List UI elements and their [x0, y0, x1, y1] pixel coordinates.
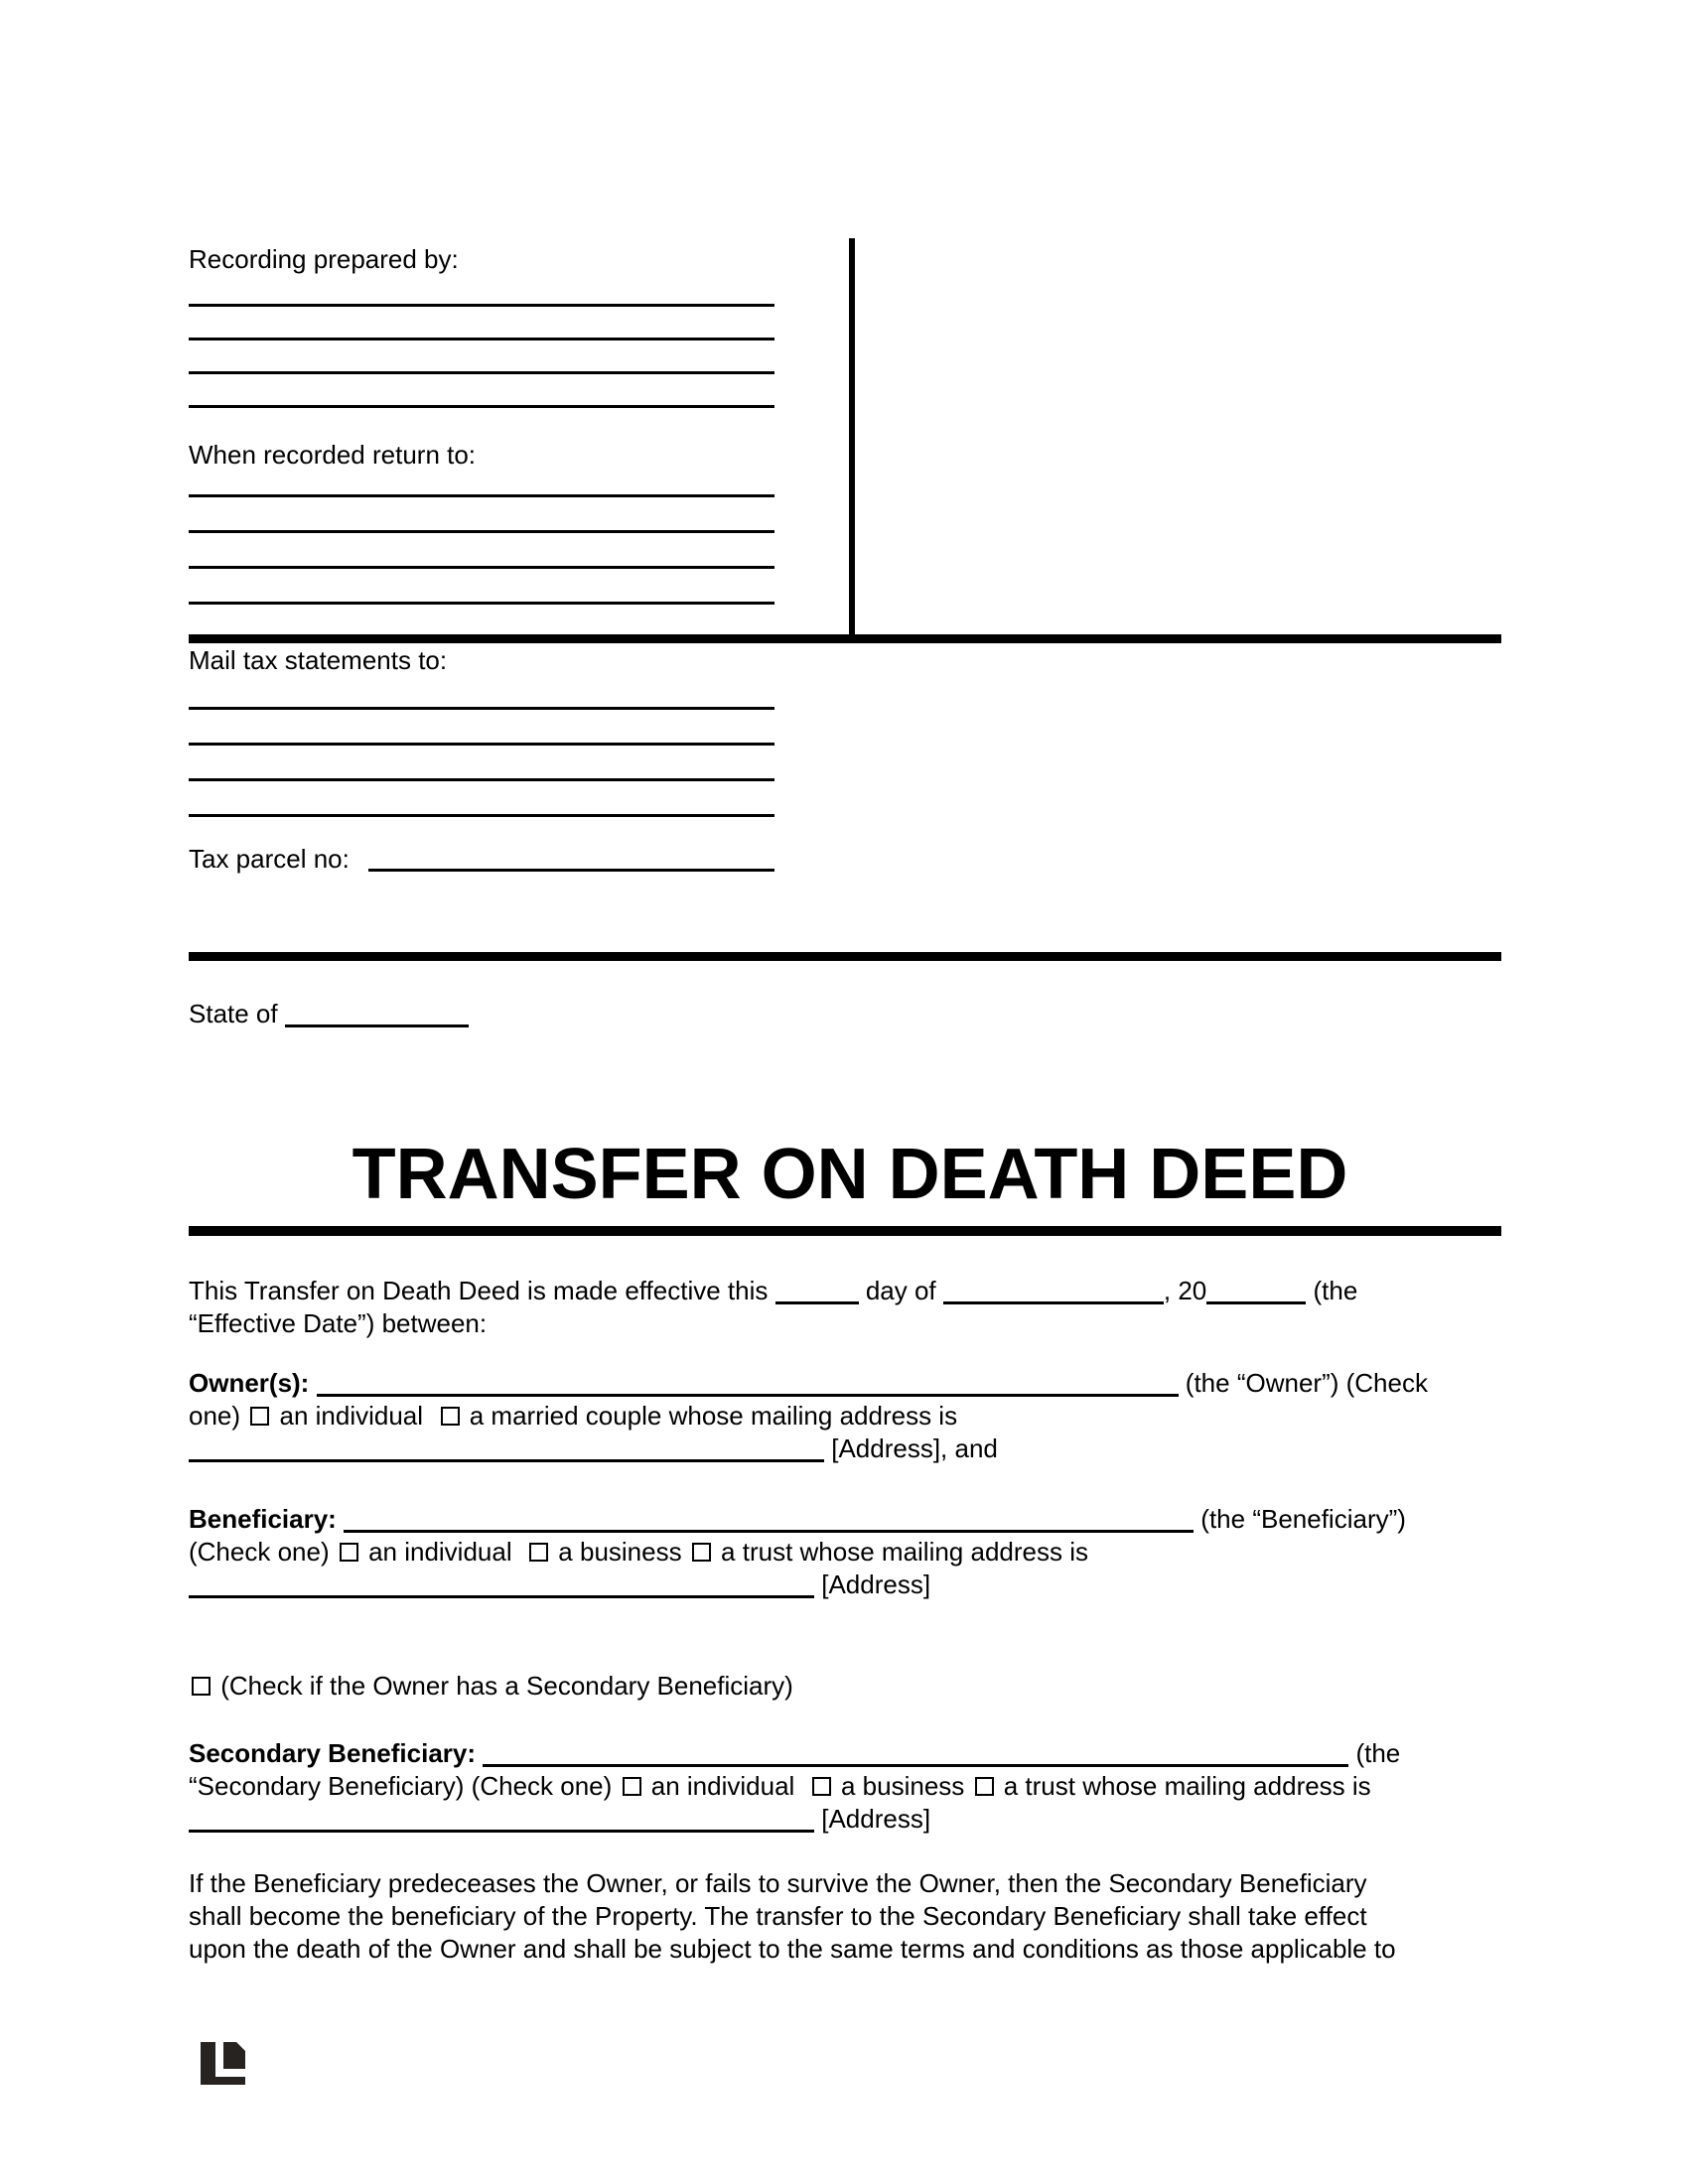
clause-text: “Effective Date”) between: [189, 1308, 488, 1338]
blank-field[interactable] [775, 1288, 859, 1304]
clause-text: a married couple whose mailing address is [462, 1401, 958, 1431]
checkbox[interactable] [623, 1777, 641, 1796]
recording-prepared-by-label: Recording prepared by: [189, 244, 459, 274]
text-line [189, 1770, 1579, 1803]
text-line [189, 1433, 1579, 1465]
blank-address-line[interactable] [189, 497, 774, 533]
recording-prepared-by-lines [189, 273, 774, 408]
clause-text: [Address], and [824, 1433, 998, 1463]
clause-text: , 20 [1163, 1276, 1207, 1305]
text-line [189, 1867, 1579, 1900]
text-line [189, 1670, 1579, 1703]
tax-parcel-blank-line[interactable] [368, 869, 774, 872]
clause-text: a trust whose mailing address is [996, 1771, 1371, 1801]
blank-field[interactable] [189, 1816, 814, 1833]
clause-label-bold-text: Secondary Beneficiary: [189, 1738, 484, 1768]
text-line [189, 1933, 1579, 1966]
legal-templates-document-logo [201, 2042, 245, 2090]
clause-label-bold-text: Owner(s): [189, 1368, 317, 1398]
blank-address-line[interactable] [189, 569, 774, 605]
blank-field[interactable] [189, 1445, 824, 1462]
checkbox[interactable] [812, 1777, 831, 1796]
clause-text: an individual [360, 1537, 527, 1567]
header-rule-2 [189, 952, 1501, 961]
clause-text: [Address] [814, 1804, 931, 1834]
clause-label-bold-text: Beneficiary: [189, 1504, 345, 1534]
clause-text: an individual [643, 1771, 809, 1801]
state-of-row [189, 998, 469, 1030]
text-line [189, 1737, 1579, 1770]
clause-text: This Transfer on Death Deed is made effective this [189, 1276, 775, 1305]
owner-clause [189, 1367, 1579, 1465]
effective-date-paragraph [189, 1275, 1579, 1340]
blank-address-line[interactable] [189, 746, 774, 781]
clause-text: shall become the beneficiary of the Property. The transfer to the Secondary Beneficiary shall take effect [189, 1901, 1367, 1931]
clause-text: “Secondary Beneficiary) (Check one) [189, 1771, 620, 1801]
header-rule-1 [189, 634, 1501, 643]
clause-text: (the [1348, 1738, 1401, 1768]
text-line [189, 1275, 1579, 1307]
blank-field[interactable] [189, 1581, 814, 1598]
blank-address-line[interactable] [189, 307, 774, 341]
checkbox[interactable] [340, 1543, 358, 1562]
clause-text: a business [551, 1537, 689, 1567]
secondary-beneficiary-check [189, 1670, 1579, 1703]
mail-tax-statements-lines [189, 674, 774, 817]
when-recorded-return-lines [189, 462, 774, 605]
text-line [189, 1803, 1579, 1836]
blank-address-line[interactable] [189, 374, 774, 408]
clause-text: upon the death of the Owner and shall be subject to the same terms and conditions as those applicable to [189, 1934, 1396, 1964]
clause-text: If the Beneficiary predeceases the Owner, or fails to survive the Owner, then the Secondary Beneficiary [189, 1868, 1367, 1898]
clause-text: (the “Beneficiary”) [1194, 1504, 1406, 1534]
clause-text: day of [858, 1276, 943, 1305]
clause-text: (the [1306, 1276, 1358, 1305]
state-of-label: State of [189, 999, 285, 1028]
text-line [189, 1307, 1579, 1340]
clause-text: an individual [272, 1401, 438, 1431]
checkbox[interactable] [529, 1543, 548, 1562]
blank-address-line[interactable] [189, 710, 774, 746]
document-title: TRANSFER ON DEATH DEED [352, 1135, 1348, 1214]
state-of-blank-field[interactable] [285, 1011, 469, 1027]
blank-address-line[interactable] [189, 462, 774, 497]
secondary-beneficiary-clause [189, 1737, 1579, 1836]
blank-field[interactable] [483, 1750, 1348, 1767]
recorder-stamp-divider [849, 238, 855, 634]
beneficiary-clause [189, 1503, 1579, 1601]
blank-address-line[interactable] [189, 674, 774, 710]
clause-text: one) [189, 1401, 248, 1431]
when-recorded-return-label: When recorded return to: [189, 440, 477, 470]
checkbox[interactable] [441, 1407, 460, 1426]
checkbox[interactable] [975, 1777, 994, 1796]
clause-text: (the “Owner”) (Check [1178, 1368, 1428, 1398]
blank-field[interactable] [943, 1288, 1164, 1304]
text-line [189, 1367, 1579, 1400]
predecease-paragraph [189, 1867, 1579, 1966]
blank-field[interactable] [1206, 1288, 1306, 1304]
clause-text: [Address] [814, 1570, 931, 1599]
clause-text: (Check if the Owner has a Secondary Beneficiary) [213, 1671, 793, 1701]
tax-parcel-label: Tax parcel no: [189, 844, 350, 874]
mail-tax-statements-label: Mail tax statements to: [189, 645, 448, 675]
title-rule [189, 1226, 1501, 1236]
checkbox[interactable] [192, 1677, 211, 1696]
text-line [189, 1536, 1579, 1569]
blank-address-line[interactable] [189, 781, 774, 817]
blank-field[interactable] [317, 1380, 1179, 1397]
text-line [189, 1503, 1579, 1536]
checkbox[interactable] [692, 1543, 711, 1562]
clause-text: a business [833, 1771, 972, 1801]
text-line [189, 1569, 1579, 1601]
checkbox[interactable] [250, 1407, 269, 1426]
blank-address-line[interactable] [189, 341, 774, 374]
clause-text: (Check one) [189, 1537, 337, 1567]
text-line [189, 1900, 1579, 1933]
clause-text: a trust whose mailing address is [713, 1537, 1088, 1567]
blank-address-line[interactable] [189, 533, 774, 569]
blank-address-line[interactable] [189, 273, 774, 307]
blank-field[interactable] [344, 1516, 1194, 1533]
text-line [189, 1400, 1579, 1433]
